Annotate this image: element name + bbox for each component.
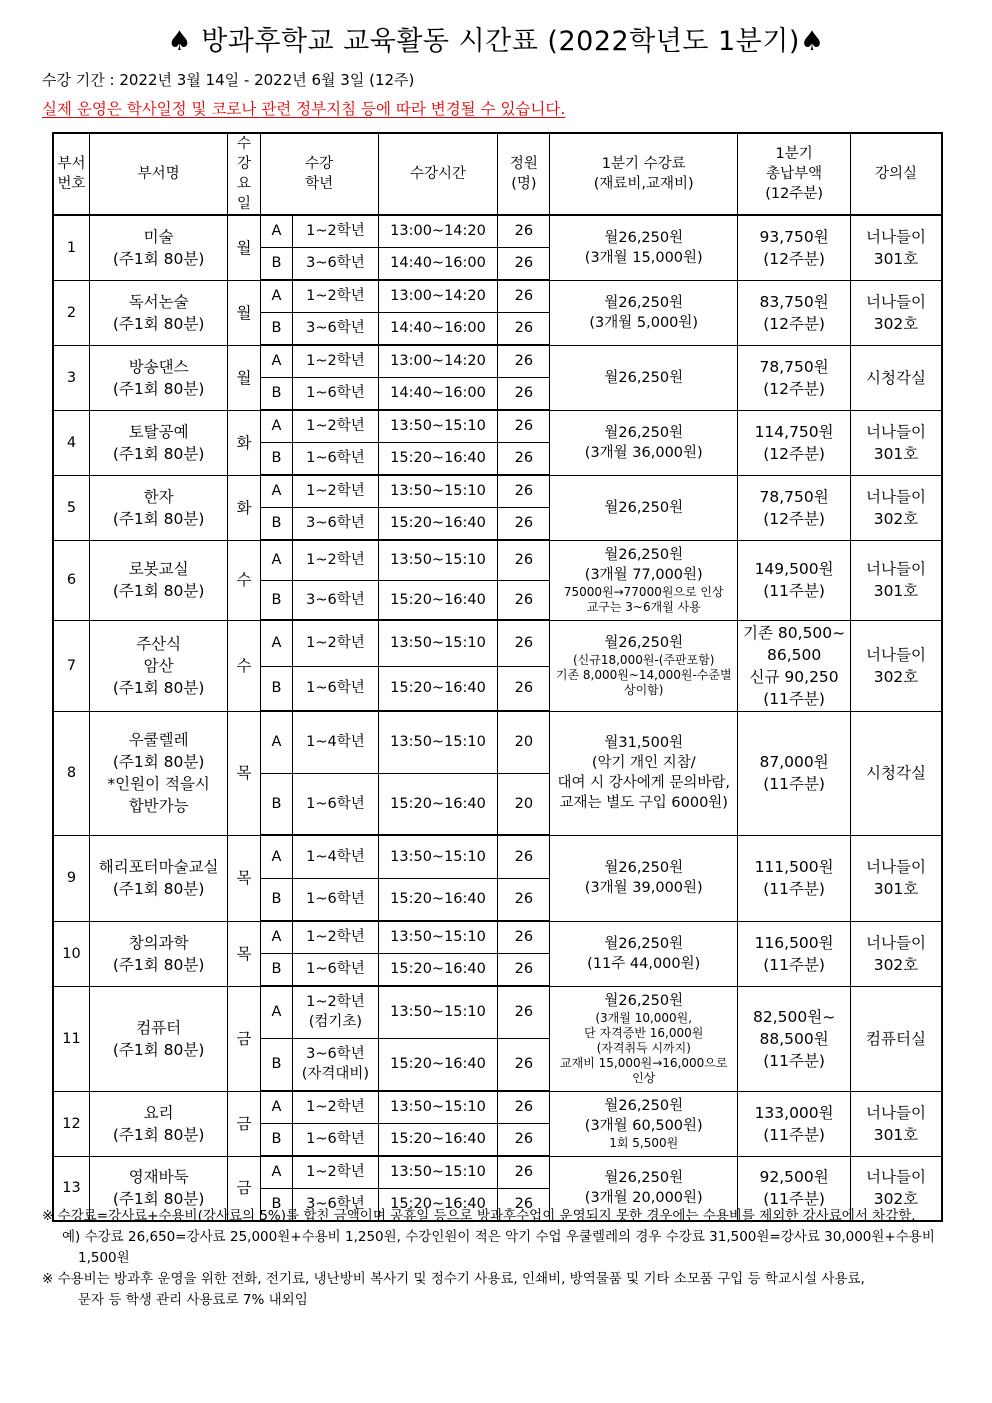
dept-name-cell: 독서논술 (주1회 80분)	[90, 280, 228, 345]
room-cell: 너나들이 301호	[850, 1091, 942, 1156]
dept-no-cell: 11	[53, 986, 90, 1091]
schedule-table	[52, 132, 943, 1222]
fee-cell	[550, 835, 738, 921]
capacity-cell: 26	[498, 620, 550, 666]
time-cell: 13:50~15:10	[378, 620, 498, 666]
capacity-cell: 26	[498, 540, 550, 580]
grade-cell: 1~2학년	[293, 475, 378, 507]
capacity-cell: 26	[498, 666, 550, 711]
total-cell: 116,500원 (11주분)	[738, 921, 851, 986]
day-cell: 목	[228, 921, 261, 986]
time-cell: 15:20~16:40	[378, 666, 498, 711]
time-cell: 13:50~15:10	[378, 410, 498, 442]
day-cell: 목	[228, 711, 261, 835]
day-cell: 화	[228, 475, 261, 540]
header-room: 강의실	[850, 133, 942, 215]
table-row	[53, 711, 942, 773]
header-dept-name: 부서명	[90, 133, 228, 215]
class-cell: B	[260, 442, 293, 475]
dept-no-cell: 6	[53, 540, 90, 620]
capacity-cell: 26	[498, 835, 550, 878]
table-row	[53, 1156, 942, 1188]
grade-cell: 3~6학년	[293, 1188, 378, 1221]
header-time: 수강시간	[378, 133, 498, 215]
fee-main: 월26,250원	[604, 635, 684, 651]
dept-no-cell: 8	[53, 711, 90, 835]
dept-name-cell: 영재바둑 (주1회 80분)	[90, 1156, 228, 1221]
table-row	[53, 345, 942, 377]
room-cell: 너나들이 302호	[850, 1156, 942, 1221]
fee-note: (신규18,000원-(주판포함) 기존 8,000원~14,000원-수준별 상이함)	[555, 653, 732, 697]
time-cell: 13:50~15:10	[378, 921, 498, 953]
fee-main: 월26,250원 (3개월 39,000원)	[584, 860, 703, 896]
grade-cell: 1~2학년	[293, 345, 378, 377]
table-row	[53, 280, 942, 312]
capacity-cell: 26	[498, 1038, 550, 1091]
table-row	[53, 921, 942, 953]
dept-no-cell: 10	[53, 921, 90, 986]
total-cell: 133,000원 (11주분)	[738, 1091, 851, 1156]
day-cell: 월	[228, 280, 261, 345]
capacity-cell: 26	[498, 377, 550, 410]
total-cell: 기존 80,500~ 86,500 신규 90,250 (11주분)	[738, 620, 851, 711]
time-cell: 13:50~15:10	[378, 986, 498, 1038]
fee-main: 월26,250원 (3개월 36,000원)	[584, 424, 703, 461]
footnote-1	[42, 1206, 957, 1227]
fee-cell	[550, 410, 738, 475]
time-cell: 15:20~16:40	[378, 580, 498, 620]
capacity-cell: 26	[498, 345, 550, 377]
total-cell: 78,750원 (12주분)	[738, 345, 851, 410]
time-cell: 15:20~16:40	[378, 953, 498, 986]
capacity-cell: 26	[498, 280, 550, 312]
dept-name-cell: 컴퓨터 (주1회 80분)	[90, 986, 228, 1091]
class-cell: B	[260, 580, 293, 620]
time-cell: 13:50~15:10	[378, 475, 498, 507]
dept-no-cell: 5	[53, 475, 90, 540]
class-cell: A	[260, 1156, 293, 1188]
dept-no-cell: 7	[53, 620, 90, 711]
class-cell: B	[260, 953, 293, 986]
capacity-cell: 26	[498, 442, 550, 475]
fee-main: 월26,250원 (3개월 20,000원)	[584, 1170, 703, 1207]
grade-cell: 1~2학년	[293, 215, 378, 247]
table-row	[53, 1091, 942, 1123]
class-cell: A	[260, 1091, 293, 1123]
class-cell: B	[260, 507, 293, 540]
time-cell: 13:50~15:10	[378, 1091, 498, 1123]
grade-cell: 3~6학년 (자격대비)	[293, 1038, 378, 1091]
dept-name-cell: 토탈공예 (주1회 80분)	[90, 410, 228, 475]
time-cell: 13:00~14:20	[378, 345, 498, 377]
time-cell: 15:20~16:40	[378, 773, 498, 835]
class-cell: B	[260, 247, 293, 280]
room-cell: 너나들이 302호	[850, 475, 942, 540]
grade-cell: 3~6학년	[293, 312, 378, 345]
dept-name-cell: 미술 (주1회 80분)	[90, 215, 228, 280]
grade-cell: 1~2학년	[293, 540, 378, 580]
table-row	[53, 620, 942, 666]
grade-cell: 1~2학년	[293, 921, 378, 953]
grade-cell: 1~6학년	[293, 666, 378, 711]
time-cell: 15:20~16:40	[378, 1123, 498, 1156]
room-cell: 너나들이 302호	[850, 280, 942, 345]
fee-main: 월31,500원 (악기 개인 지참/ 대여 시 강사에게 문의바람, 교재는 별도 구입 6000원)	[557, 735, 730, 811]
capacity-cell: 26	[498, 1156, 550, 1188]
capacity-cell: 26	[498, 507, 550, 540]
grade-cell: 3~6학년	[293, 507, 378, 540]
capacity-cell: 20	[498, 711, 550, 773]
room-cell: 너나들이 301호	[850, 410, 942, 475]
fee-cell	[550, 215, 738, 280]
time-cell: 14:40~16:00	[378, 247, 498, 280]
table-row	[53, 835, 942, 878]
notice-warning: 실제 운영은 학사일정 및 코로나 관련 정부지침 등에 따라 변경될 수 있습니다.	[42, 100, 566, 118]
grade-cell: 1~6학년	[293, 442, 378, 475]
fee-cell	[550, 921, 738, 986]
room-cell: 너나들이 301호	[850, 835, 942, 921]
footnote-2-cont: 문자 등 학생 관리 사용료로 7% 내외임	[78, 1292, 308, 1308]
dept-no-cell: 3	[53, 345, 90, 410]
fee-cell	[550, 711, 738, 835]
schedule-body	[53, 215, 942, 1221]
fee-main: 월26,250원 (11주 44,000원)	[587, 935, 701, 972]
day-cell: 금	[228, 1091, 261, 1156]
time-cell: 13:00~14:20	[378, 280, 498, 312]
class-cell: A	[260, 540, 293, 580]
fee-cell	[550, 1091, 738, 1156]
day-cell: 목	[228, 835, 261, 921]
header-dept-no: 부서 번호	[53, 133, 90, 215]
class-cell: B	[260, 878, 293, 921]
capacity-cell: 26	[498, 921, 550, 953]
grade-cell: 1~2학년	[293, 620, 378, 666]
total-cell: 83,750원 (12주분)	[738, 280, 851, 345]
grade-cell: 1~6학년	[293, 878, 378, 921]
room-cell: 시청각실	[850, 345, 942, 410]
capacity-cell: 26	[498, 986, 550, 1038]
class-cell: A	[260, 345, 293, 377]
fee-note: 75000원→77000원으로 인상 교구는 3~6개월 사용	[563, 585, 724, 614]
grade-cell: 1~4학년	[293, 711, 378, 773]
grade-cell: 1~2학년	[293, 1156, 378, 1188]
table-row	[53, 475, 942, 507]
fee-main: 월26,250원 (3개월 60,500원)	[584, 1098, 703, 1134]
fee-main: 월26,250원 (3개월 15,000원)	[584, 229, 703, 266]
dept-no-cell: 13	[53, 1156, 90, 1221]
fee-cell	[550, 620, 738, 711]
total-cell: 114,750원 (12주분)	[738, 410, 851, 475]
total-cell: 149,500원 (11주분)	[738, 540, 851, 620]
table-header-row	[53, 133, 942, 215]
dept-no-cell: 4	[53, 410, 90, 475]
class-cell: A	[260, 215, 293, 247]
dept-name-cell: 해리포터마술교실 (주1회 80분)	[90, 835, 228, 921]
header-grade: 수강 학년	[260, 133, 378, 215]
class-cell: B	[260, 312, 293, 345]
class-cell: B	[260, 1038, 293, 1091]
time-cell: 15:20~16:40	[378, 1038, 498, 1091]
room-cell: 너나들이 302호	[850, 620, 942, 711]
dept-no-cell: 12	[53, 1091, 90, 1156]
capacity-cell: 26	[498, 410, 550, 442]
fee-main: 월26,250원 (3개월 77,000원)	[584, 547, 703, 583]
time-cell: 14:40~16:00	[378, 312, 498, 345]
capacity-cell: 26	[498, 878, 550, 921]
fee-note: (3개월 10,000원, 단 자격증반 16,000원 (자격취득 시까지) 교재비 15,000원→16,000으로 인상	[560, 1011, 728, 1085]
fee-cell	[550, 986, 738, 1091]
grade-cell: 1~2학년	[293, 1091, 378, 1123]
class-cell: A	[260, 280, 293, 312]
grade-cell: 1~4학년	[293, 835, 378, 878]
time-cell: 13:50~15:10	[378, 711, 498, 773]
room-cell: 너나들이 301호	[850, 215, 942, 280]
capacity-cell: 26	[498, 1123, 550, 1156]
footnote-1-example: 예) 수강료 26,650=강사료 25,000원+수용비 1,250원, 수강인원이 적은 악기 수업 우쿨렐레의 경우 수강료 31,500원=강사료 30,000원+수용비	[62, 1229, 935, 1245]
capacity-cell: 26	[498, 312, 550, 345]
room-cell: 너나들이 301호	[850, 540, 942, 620]
day-cell: 금	[228, 986, 261, 1091]
class-cell: B	[260, 666, 293, 711]
header-fee: 1분기 수강료 (재료비,교재비)	[550, 133, 738, 215]
fee-cell	[550, 540, 738, 620]
time-cell: 13:50~15:10	[378, 540, 498, 580]
class-cell: A	[260, 835, 293, 878]
day-cell: 월	[228, 345, 261, 410]
grade-cell: 1~6학년	[293, 773, 378, 835]
header-capacity: 정원 (명)	[498, 133, 550, 215]
class-cell: B	[260, 377, 293, 410]
header-total: 1분기 총납부액 (12주분)	[738, 133, 851, 215]
table-row	[53, 410, 942, 442]
capacity-cell: 20	[498, 773, 550, 835]
table-row	[53, 986, 942, 1038]
fee-main: 월26,250원 (3개월 5,000원)	[589, 294, 699, 331]
total-cell: 78,750원 (12주분)	[738, 475, 851, 540]
class-cell: A	[260, 475, 293, 507]
course-period: 수강 기간 : 2022년 3월 14일 - 2022년 6월 3일 (12주)	[42, 71, 415, 89]
footnote-1-text: ※ 수강료=강사료+수용비(강사료의 5%)를 합친 금액이며 공휴일 등으로 방과후수업이 운영되지 못한 경우에는	[42, 1208, 703, 1224]
footnotes	[42, 1206, 957, 1311]
class-cell: A	[260, 921, 293, 953]
grade-cell: 1~6학년	[293, 1123, 378, 1156]
total-cell: 92,500원 (11주분)	[738, 1156, 851, 1221]
grade-cell: 1~6학년	[293, 377, 378, 410]
time-cell: 15:20~16:40	[378, 1188, 498, 1221]
time-cell: 15:20~16:40	[378, 442, 498, 475]
dept-name-cell: 주산식 암산 (주1회 80분)	[90, 620, 228, 711]
class-cell: A	[260, 711, 293, 773]
room-cell: 너나들이 302호	[850, 921, 942, 986]
total-cell: 111,500원 (11주분)	[738, 835, 851, 921]
grade-cell: 1~2학년 (컴기초)	[293, 986, 378, 1038]
page-title: ♠ 방과후학교 교육활동 시간표 (2022학년도 1분기)♠	[167, 26, 825, 57]
capacity-cell: 26	[498, 953, 550, 986]
footnote-1-underlined: 수용비를 제외한 강사료에서 차감함.	[702, 1208, 916, 1224]
fee-cell	[550, 280, 738, 345]
dept-name-cell: 우쿨렐레 (주1회 80분) *인원이 적을시 합반가능	[90, 711, 228, 835]
grade-cell: 1~6학년	[293, 953, 378, 986]
class-cell: A	[260, 410, 293, 442]
grade-cell: 1~2학년	[293, 410, 378, 442]
room-cell: 컴퓨터실	[850, 986, 942, 1091]
room-cell: 시청각실	[850, 711, 942, 835]
table-row	[53, 215, 942, 247]
capacity-cell: 26	[498, 1188, 550, 1221]
capacity-cell: 26	[498, 580, 550, 620]
dept-name-cell: 요리 (주1회 80분)	[90, 1091, 228, 1156]
capacity-cell: 26	[498, 475, 550, 507]
dept-no-cell: 2	[53, 280, 90, 345]
grade-cell: 3~6학년	[293, 580, 378, 620]
footnote-1-example-cont: 1,500원	[78, 1250, 130, 1266]
dept-no-cell: 9	[53, 835, 90, 921]
dept-name-cell: 로봇교실 (주1회 80분)	[90, 540, 228, 620]
fee-main: 월26,250원	[604, 369, 684, 386]
dept-no-cell: 1	[53, 215, 90, 280]
time-cell: 15:20~16:40	[378, 878, 498, 921]
fee-note: 1회 5,500원	[609, 1136, 679, 1150]
fee-cell	[550, 345, 738, 410]
total-cell: 82,500원~ 88,500원 (11주분)	[738, 986, 851, 1091]
fee-cell	[550, 475, 738, 540]
class-cell: B	[260, 1188, 293, 1221]
dept-name-cell: 창의과학 (주1회 80분)	[90, 921, 228, 986]
time-cell: 14:40~16:00	[378, 377, 498, 410]
grade-cell: 3~6학년	[293, 247, 378, 280]
day-cell: 수	[228, 540, 261, 620]
class-cell: A	[260, 620, 293, 666]
grade-cell: 1~2학년	[293, 280, 378, 312]
day-cell: 월	[228, 215, 261, 280]
total-cell: 93,750원 (12주분)	[738, 215, 851, 280]
total-cell: 87,000원 (11주분)	[738, 711, 851, 835]
time-cell: 13:50~15:10	[378, 835, 498, 878]
class-cell: A	[260, 986, 293, 1038]
day-cell: 금	[228, 1156, 261, 1221]
class-cell: B	[260, 1123, 293, 1156]
dept-name-cell: 방송댄스 (주1회 80분)	[90, 345, 228, 410]
table-row	[53, 540, 942, 580]
capacity-cell: 26	[498, 247, 550, 280]
capacity-cell: 26	[498, 215, 550, 247]
fee-main: 월26,250원	[604, 993, 684, 1009]
time-cell: 13:00~14:20	[378, 215, 498, 247]
footnote-2: ※ 수용비는 방과후 운영을 위한 전화, 전기료, 냉난방비 복사기 및 정수기 사용료, 인쇄비, 방역물품 및 기타 소모품 구입 등 학교시설 사용료,	[42, 1271, 865, 1287]
day-cell: 화	[228, 410, 261, 475]
dept-name-cell: 한자 (주1회 80분)	[90, 475, 228, 540]
day-cell: 수	[228, 620, 261, 711]
header-day: 수강 요일	[228, 133, 261, 215]
fee-main: 월26,250원	[604, 499, 684, 516]
time-cell: 13:50~15:10	[378, 1156, 498, 1188]
class-cell: B	[260, 773, 293, 835]
capacity-cell: 26	[498, 1091, 550, 1123]
time-cell: 15:20~16:40	[378, 507, 498, 540]
